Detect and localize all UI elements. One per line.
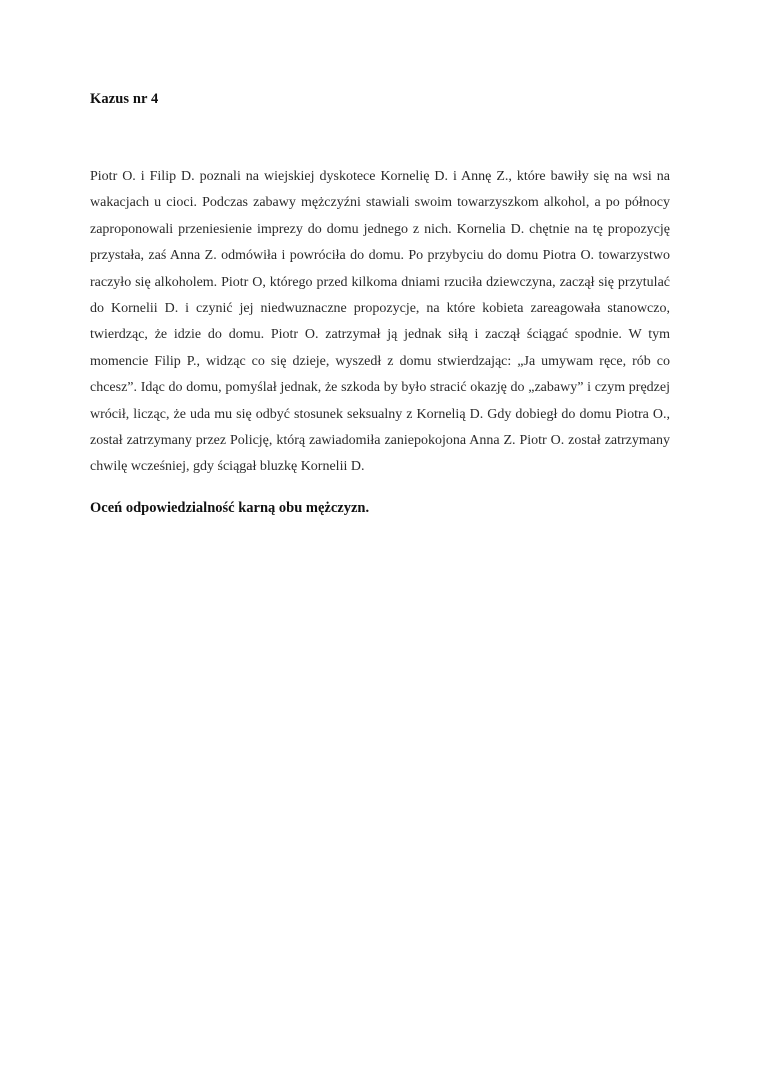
case-title: Kazus nr 4	[90, 91, 159, 107]
case-question: Oceń odpowiedzialność karną obu mężczyzn.	[90, 500, 370, 516]
case-description: Piotr O. i Filip D. poznali na wiejskiej dyskotece Kornelię D. i Annę Z., które bawiły się na wsi na wakacjach u cioci. Podczas zabawy mężczyźni stawiali swoim towarzyszkom alkohol, a po północy zaproponowali przeniesienie imprezy do domu jednego z nich. Kornelia D. chętnie na tę propozycję przystała, zaś Anna Z. odmówiła i powróciła do domu. Po przybyciu do domu Piotra O. towarzystwo raczyło się alkoholem. Piotr O, którego przed kilkoma dniami rzuciła dziewczyna, zaczął się przytulać do Kornelii D. i czynić jej niedwuznaczne propozycje, na które kobieta zareagowała stanowczo, twierdząc, że idzie do domu. Piotr O. zatrzymał ją jednak siłą i zaczął ściągać spodnie. W tym momencie Filip P., widząc co się dzieje, wyszedł z domu stwierdzając: „Ja umywam ręce, rób co chcesz”. Idąc do domu, pomyślał jednak, że szkoda by było stracić okazję do „zabawy” i czym prędzej wrócił, licząc, że uda mu się odbyć stosunek seksualny z Kornelią D. Gdy dobiegł do domu Piotra O., został zatrzymany przez Policję, którą zawiadomiła zaniepokojona Anna Z. Piotr O. został zatrzymany chwilę wcześniej, gdy ściągał bluzkę Kornelii D.	[90, 169, 670, 475]
